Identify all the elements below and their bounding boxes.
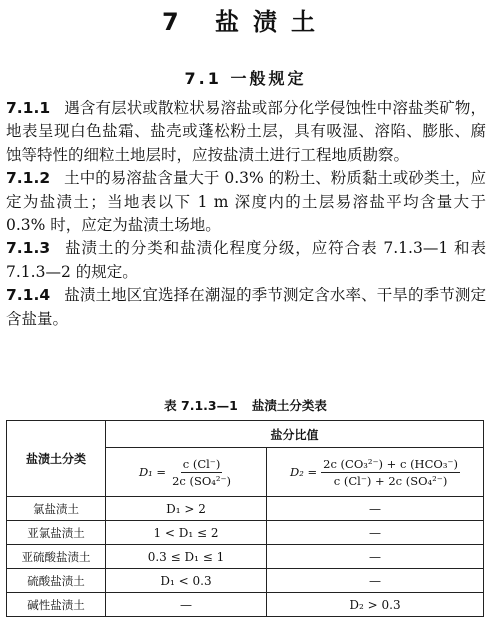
table-caption <box>0 396 491 414</box>
formula-d1-lhs: D₁ = <box>138 465 167 479</box>
clause-text: 盐渍土地区宜选择在潮湿的季节测定含水率、干旱的季节测定含盐量。 <box>6 286 486 328</box>
clause-number: 7.1.3 <box>6 239 51 258</box>
row-category: 亚氯盐渍土 <box>7 521 106 545</box>
clause-number: 7.1.4 <box>6 286 51 305</box>
table-header-row <box>7 421 484 448</box>
clause-list <box>6 97 486 331</box>
formula-d2-fraction <box>321 457 460 488</box>
row-category: 亚硫酸盐渍土 <box>7 545 106 569</box>
section-title: 7.1 一般规定 <box>184 69 307 88</box>
formula-d1-numerator: c (Cl⁻) <box>182 456 221 471</box>
clause-7-1-3 <box>6 237 486 284</box>
clause-text: 遇含有层状或散粒状易溶盐或部分化学侵蚀性中溶盐类矿物，地表呈现白色盐霜、盐壳或蓬松粉土层，具有吸湿、溶陷、膨胀、腐蚀等特性的细粒土地层时，应按盐渍土进行工程地质勘察。 <box>6 99 486 164</box>
formula-d2-cell <box>267 448 484 497</box>
clause-text: 土中的易溶盐含量大于 0.3% 的粉土、粉质黏土或砂类土，应定为盐渍土；当地表以下 1 m 深度内的土层易溶盐平均含量大于 0.3% 时，应定为盐渍土场地。 <box>6 169 486 235</box>
chapter-title: 7 盐渍土 <box>161 8 330 36</box>
row-category: 氯盐渍土 <box>7 497 106 521</box>
formula-d1 <box>139 457 233 488</box>
row-d1-value: 0.3 ≤ D₁ ≤ 1 <box>106 545 267 569</box>
clause-text: 盐渍土的分类和盐渍化程度分级，应符合表 7.1.3—1 和表 7.1.3—2 的规定。 <box>6 239 486 281</box>
formula-d2-lhs: D₂ = <box>290 465 318 479</box>
table-caption-number: 表 7.1.3—1 <box>164 398 238 413</box>
table-row <box>7 545 484 569</box>
row-d2-value: — <box>267 569 484 593</box>
table-row <box>7 593 484 617</box>
table-caption-title: 盐渍土分类表 <box>251 398 327 413</box>
formula-d1-denominator: 2c (SO₄²⁻) <box>172 473 232 488</box>
header-ratio: 盐分比值 <box>106 421 484 448</box>
row-d2-value: — <box>267 521 484 545</box>
table-row <box>7 497 484 521</box>
row-d1-value: D₁ > 2 <box>106 497 267 521</box>
header-category: 盐渍土分类 <box>7 421 106 497</box>
clause-number: 7.1.1 <box>6 99 51 117</box>
row-d2-value: D₂ > 0.3 <box>267 593 484 617</box>
row-d1-value: 1 < D₁ ≤ 2 <box>106 521 267 545</box>
clause-number: 7.1.2 <box>6 169 51 188</box>
formula-d2-denominator: c (Cl⁻) + 2c (SO₄²⁻) <box>333 473 448 488</box>
row-d1-value: D₁ < 0.3 <box>106 569 267 593</box>
formula-d2-numerator: 2c (CO₃²⁻) + c (HCO₃⁻) <box>323 456 458 471</box>
clause-7-1-4 <box>6 284 486 331</box>
salt-classification-table <box>6 420 484 617</box>
row-d2-value: — <box>267 545 484 569</box>
table-row <box>7 569 484 593</box>
table-row <box>7 521 484 545</box>
row-d1-value: — <box>106 593 267 617</box>
row-d2-value: — <box>267 497 484 521</box>
row-category: 碱性盐渍土 <box>7 593 106 617</box>
row-category: 硫酸盐渍土 <box>7 569 106 593</box>
formula-d1-cell <box>106 448 267 497</box>
formula-d2 <box>290 457 460 488</box>
clause-7-1-1 <box>6 97 486 167</box>
formula-d1-fraction <box>170 457 233 488</box>
clause-7-1-2 <box>6 167 486 237</box>
